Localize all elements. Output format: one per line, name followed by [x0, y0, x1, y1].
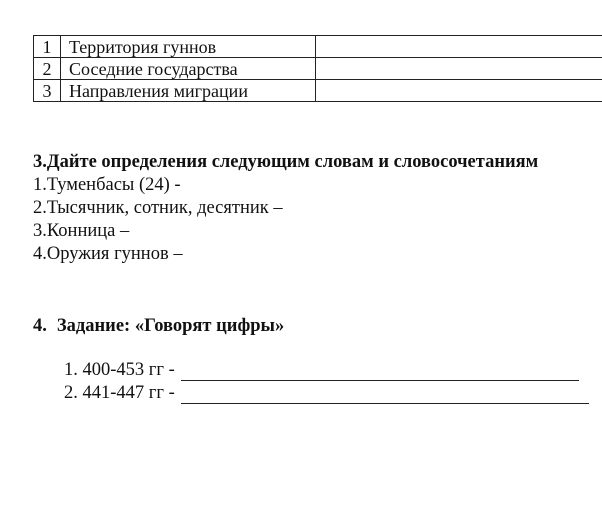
definitions-heading: 3.Дайте определения следующим словам и словосочетаниям	[33, 152, 539, 172]
task-number: 4.	[33, 316, 47, 336]
table-row	[34, 80, 602, 102]
table-row	[34, 36, 602, 58]
row-answer-cell[interactable]	[316, 36, 602, 58]
row-label: Территория гуннов	[61, 36, 316, 58]
row-label: Направления миграции	[61, 80, 316, 102]
definition-item: 4.Оружия гуннов –	[33, 244, 183, 264]
definition-item: 2.Тысячник, сотник, десятник –	[33, 198, 283, 218]
date-answer-row	[64, 383, 589, 404]
date-answer-row	[64, 360, 579, 381]
date-label: 2. 441-447 гг -	[64, 383, 175, 403]
territory-table	[33, 35, 602, 102]
row-answer-cell[interactable]	[316, 80, 602, 102]
task-title: Задание: «Говорят цифры»	[56, 316, 285, 336]
answer-line[interactable]	[181, 362, 579, 381]
table-row	[34, 58, 602, 80]
row-answer-cell[interactable]	[316, 58, 602, 80]
row-number: 3	[34, 80, 61, 102]
definitions-section	[33, 151, 602, 266]
row-number: 2	[34, 58, 61, 80]
numbers-task-heading	[33, 316, 284, 337]
row-number: 1	[34, 36, 61, 58]
row-label: Соседние государства	[61, 58, 316, 80]
definition-item: 3.Конница –	[33, 221, 130, 241]
definition-item: 1.Туменбасы (24) -	[33, 175, 181, 195]
date-label: 1. 400-453 гг -	[64, 360, 175, 380]
answer-line[interactable]	[181, 385, 589, 404]
